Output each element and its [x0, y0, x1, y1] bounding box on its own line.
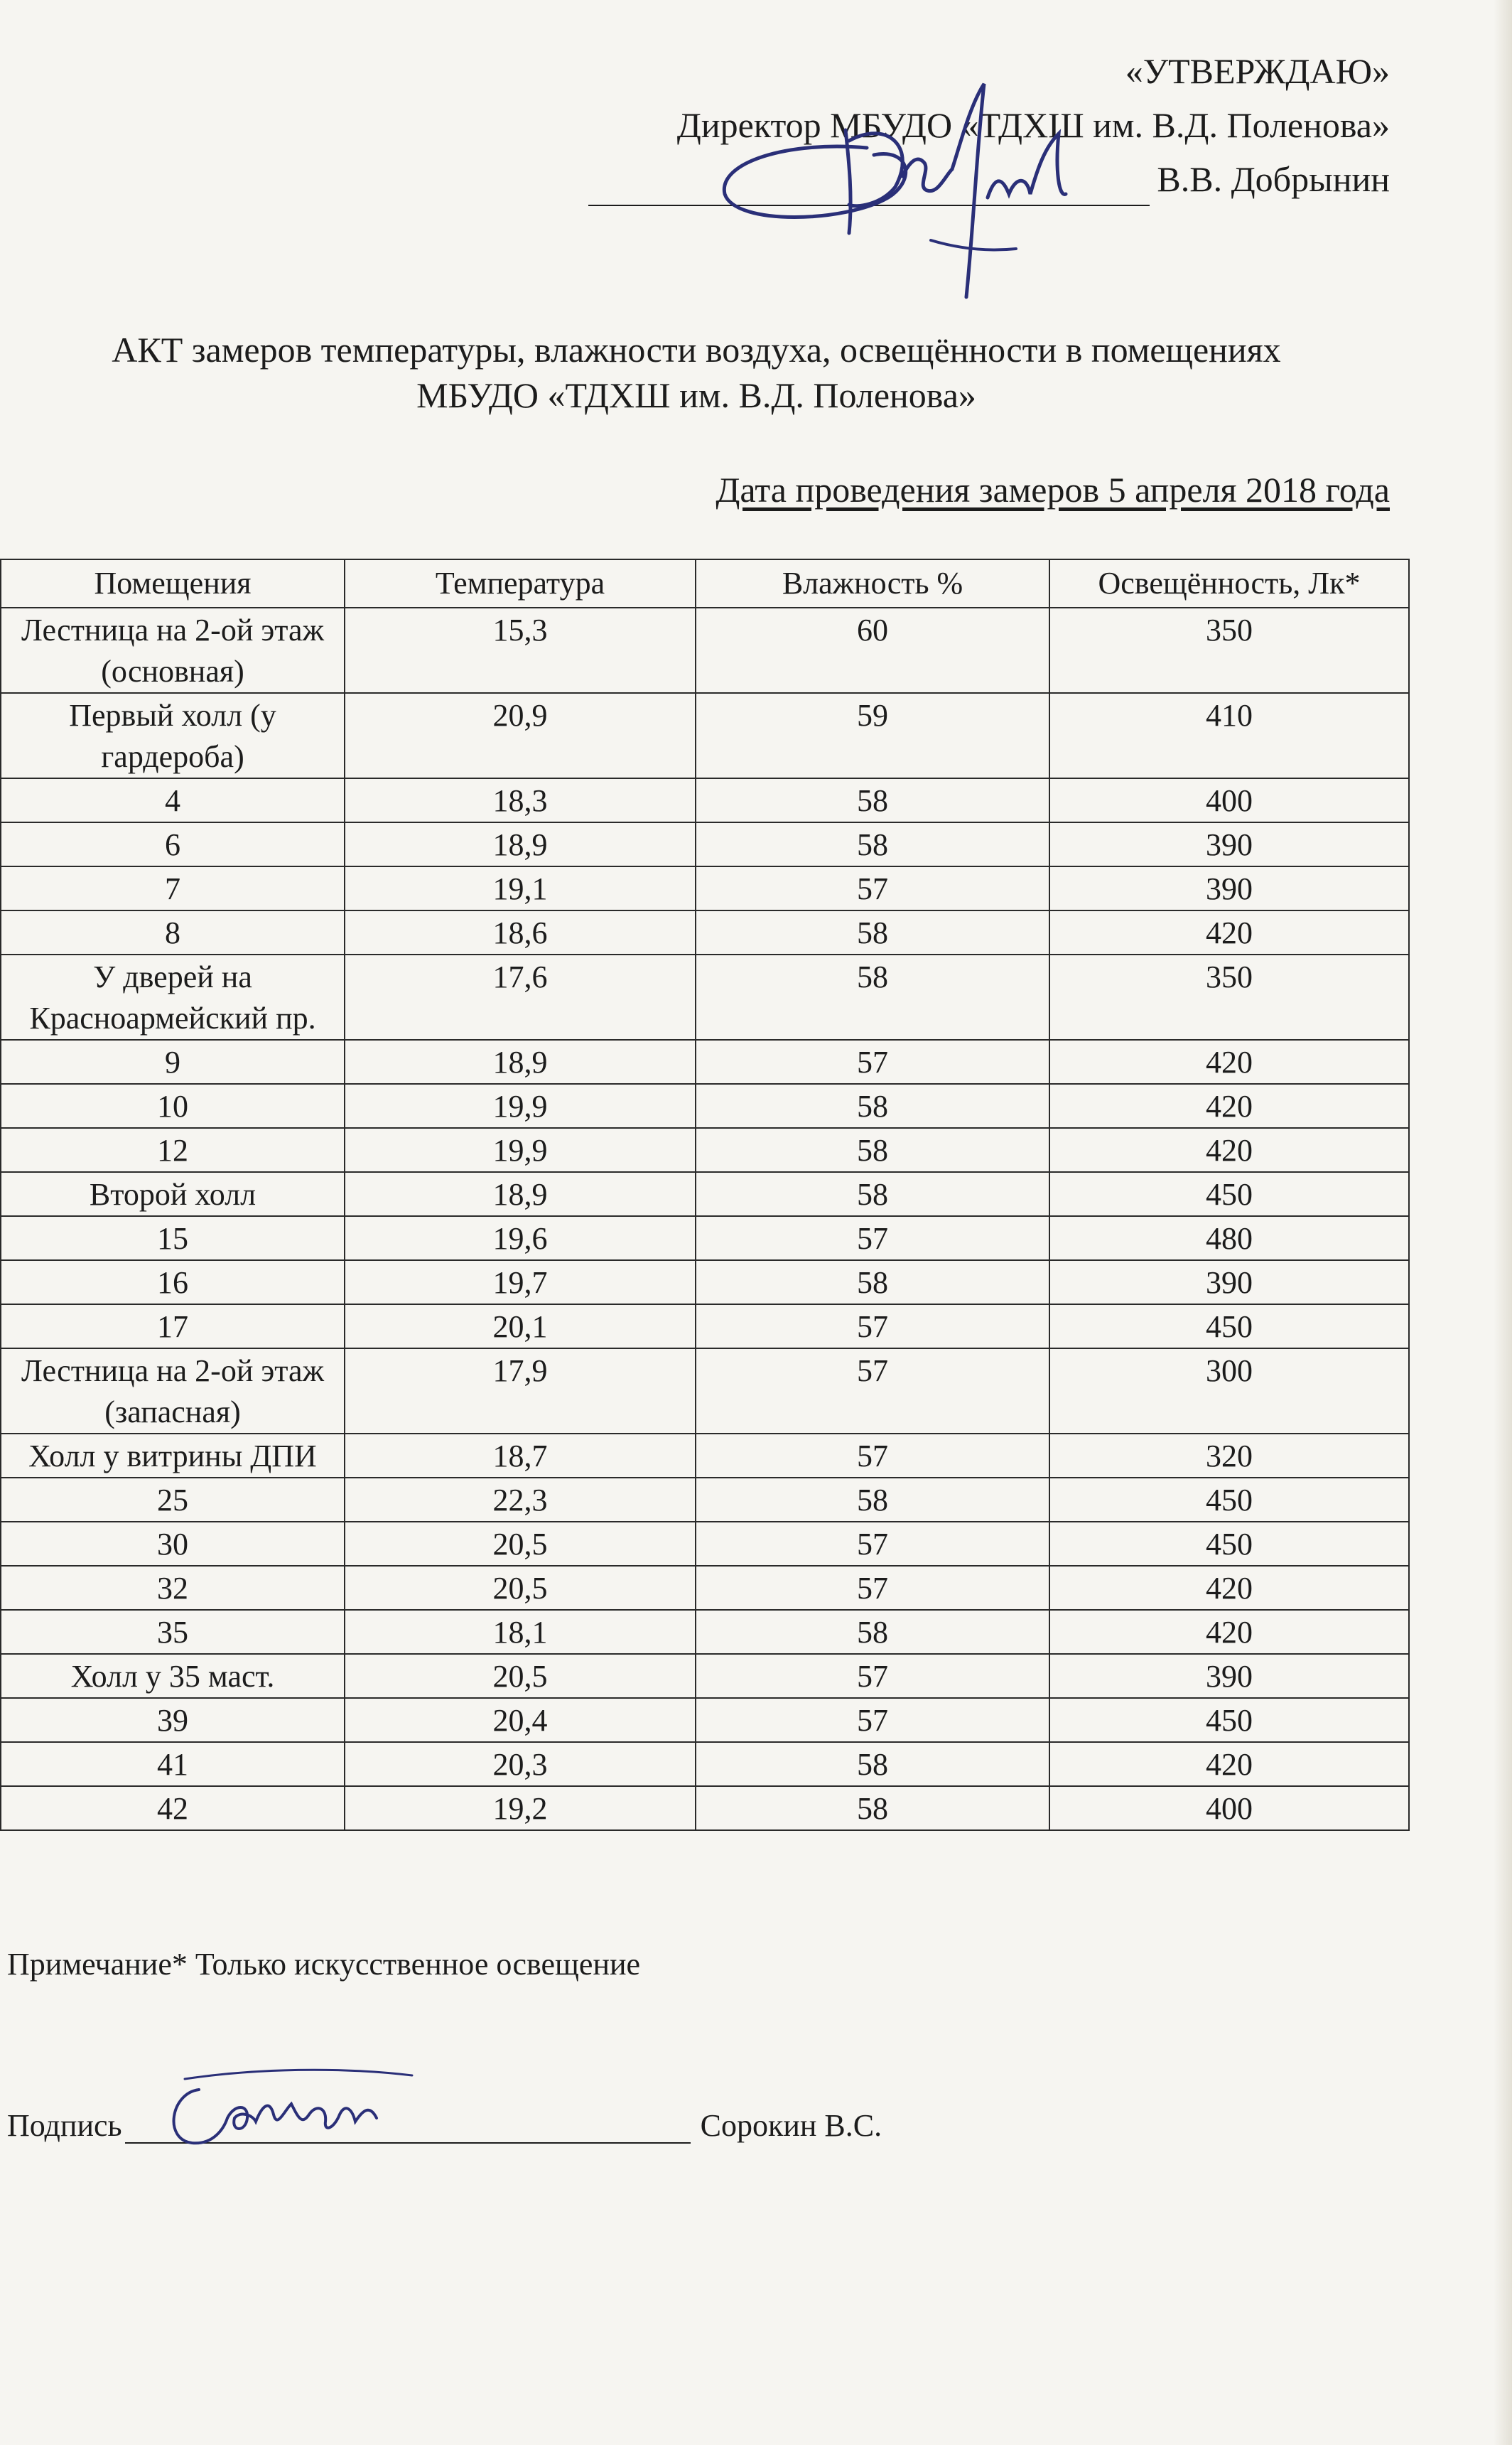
table-row — [1, 693, 1409, 778]
signer-name: Сорокин В.С. — [700, 2108, 882, 2143]
cell-temperature: 19,6 — [345, 1216, 696, 1260]
cell-illuminance: 480 — [1049, 1216, 1409, 1260]
cell-room: 17 — [1, 1304, 345, 1348]
cell-temperature: 18,9 — [345, 1172, 696, 1216]
measurements-table — [0, 559, 1410, 1831]
table-row — [1, 1434, 1409, 1478]
cell-room: 41 — [1, 1742, 345, 1786]
table-header-row — [1, 559, 1409, 608]
cell-illuminance: 410 — [1049, 693, 1409, 778]
header-rooms: Помещения — [1, 559, 345, 608]
cell-room: Холл у витрины ДПИ — [1, 1434, 345, 1478]
cell-humidity: 58 — [696, 1786, 1049, 1830]
cell-temperature: 20,1 — [345, 1304, 696, 1348]
header-humidity: Влажность % — [696, 559, 1049, 608]
director-signature — [703, 63, 1101, 311]
cell-temperature: 19,9 — [345, 1084, 696, 1128]
cell-temperature: 19,9 — [345, 1128, 696, 1172]
cell-humidity: 57 — [696, 866, 1049, 910]
cell-room: У дверей на Красноармейский пр. — [1, 955, 345, 1040]
table-row — [1, 1566, 1409, 1610]
signoff-line — [7, 2107, 882, 2144]
table-body — [1, 608, 1409, 1830]
cell-temperature: 19,2 — [345, 1786, 696, 1830]
cell-room: 9 — [1, 1040, 345, 1084]
cell-humidity: 57 — [696, 1434, 1049, 1478]
cell-room: Лестница на 2-ой этаж (запасная) — [1, 1348, 345, 1434]
cell-humidity: 57 — [696, 1698, 1049, 1742]
cell-illuminance: 300 — [1049, 1348, 1409, 1434]
cell-humidity: 58 — [696, 1742, 1049, 1786]
cell-humidity: 60 — [696, 608, 1049, 693]
cell-illuminance: 420 — [1049, 1040, 1409, 1084]
cell-temperature: 20,5 — [345, 1654, 696, 1698]
signature-label: Подпись — [7, 2108, 122, 2143]
cell-room: 32 — [1, 1566, 345, 1610]
cell-room: Первый холл (у гардероба) — [1, 693, 345, 778]
cell-room: 25 — [1, 1478, 345, 1522]
cell-illuminance: 450 — [1049, 1478, 1409, 1522]
cell-humidity: 58 — [696, 822, 1049, 866]
cell-humidity: 58 — [696, 1478, 1049, 1522]
cell-illuminance: 420 — [1049, 1610, 1409, 1654]
title-line-1: АКТ замеров температуры, влажности воздуха, освещённости в помещениях — [112, 330, 1281, 370]
footnote: Примечание* Только искусственное освещение — [7, 1947, 641, 1982]
table-row — [1, 1478, 1409, 1522]
cell-room: 16 — [1, 1260, 345, 1304]
table-row — [1, 1216, 1409, 1260]
table-row — [1, 866, 1409, 910]
cell-room: 7 — [1, 866, 345, 910]
cell-temperature: 18,9 — [345, 1040, 696, 1084]
cell-illuminance: 350 — [1049, 955, 1409, 1040]
table-row — [1, 1348, 1409, 1434]
cell-temperature: 20,5 — [345, 1566, 696, 1610]
table-row — [1, 1084, 1409, 1128]
cell-temperature: 19,7 — [345, 1260, 696, 1304]
table-row — [1, 955, 1409, 1040]
cell-room: 6 — [1, 822, 345, 866]
cell-room: 10 — [1, 1084, 345, 1128]
table-row — [1, 1786, 1409, 1830]
table-row — [1, 1742, 1409, 1786]
cell-humidity: 58 — [696, 778, 1049, 822]
table-row — [1, 910, 1409, 955]
cell-humidity: 58 — [696, 1260, 1049, 1304]
cell-room: 42 — [1, 1786, 345, 1830]
cell-illuminance: 400 — [1049, 778, 1409, 822]
cell-room: 30 — [1, 1522, 345, 1566]
cell-illuminance: 450 — [1049, 1304, 1409, 1348]
cell-room: 15 — [1, 1216, 345, 1260]
cell-room: 39 — [1, 1698, 345, 1742]
cell-temperature: 18,3 — [345, 778, 696, 822]
cell-humidity: 58 — [696, 1128, 1049, 1172]
table-row — [1, 1260, 1409, 1304]
cell-room: Лестница на 2-ой этаж (основная) — [1, 608, 345, 693]
cell-humidity: 57 — [696, 1654, 1049, 1698]
cell-room: Холл у 35 маст. — [1, 1654, 345, 1698]
table-row — [1, 1522, 1409, 1566]
table-row — [1, 778, 1409, 822]
cell-illuminance: 450 — [1049, 1698, 1409, 1742]
cell-humidity: 57 — [696, 1040, 1049, 1084]
header-temperature: Температура — [345, 559, 696, 608]
cell-illuminance: 390 — [1049, 866, 1409, 910]
title-line-2: МБУДО «ТДХШ им. В.Д. Поленова» — [416, 375, 976, 415]
cell-temperature: 18,9 — [345, 822, 696, 866]
signer-signature — [156, 2061, 426, 2168]
cell-temperature: 18,1 — [345, 1610, 696, 1654]
cell-humidity: 58 — [696, 955, 1049, 1040]
table-row — [1, 608, 1409, 693]
cell-illuminance: 420 — [1049, 910, 1409, 955]
approval-stamp: «УТВЕРЖДАЮ» — [1125, 51, 1390, 91]
table-row — [1, 1698, 1409, 1742]
cell-humidity: 57 — [696, 1348, 1049, 1434]
cell-humidity: 58 — [696, 910, 1049, 955]
measurement-date: Дата проведения замеров 5 апреля 2018 года — [716, 470, 1390, 510]
cell-illuminance: 390 — [1049, 1260, 1409, 1304]
cell-illuminance: 350 — [1049, 608, 1409, 693]
cell-illuminance: 450 — [1049, 1172, 1409, 1216]
cell-illuminance: 420 — [1049, 1084, 1409, 1128]
cell-room: 12 — [1, 1128, 345, 1172]
cell-humidity: 57 — [696, 1566, 1049, 1610]
cell-temperature: 22,3 — [345, 1478, 696, 1522]
cell-humidity: 58 — [696, 1172, 1049, 1216]
table-row — [1, 1040, 1409, 1084]
cell-illuminance: 390 — [1049, 822, 1409, 866]
table-row — [1, 1128, 1409, 1172]
cell-temperature: 17,9 — [345, 1348, 696, 1434]
approval-name: В.В. Добрынин — [1157, 159, 1390, 199]
scan-edge — [1494, 0, 1512, 2445]
cell-humidity: 58 — [696, 1610, 1049, 1654]
table-row — [1, 1172, 1409, 1216]
cell-illuminance: 320 — [1049, 1434, 1409, 1478]
cell-humidity: 59 — [696, 693, 1049, 778]
approval-position: Директор МБУДО «ТДХШ им. В.Д. Поленова» — [676, 105, 1390, 145]
cell-illuminance: 420 — [1049, 1742, 1409, 1786]
table-row — [1, 1610, 1409, 1654]
cell-temperature: 20,4 — [345, 1698, 696, 1742]
table-row — [1, 822, 1409, 866]
cell-humidity: 57 — [696, 1216, 1049, 1260]
cell-humidity: 57 — [696, 1522, 1049, 1566]
document-title — [0, 327, 1393, 418]
cell-illuminance: 420 — [1049, 1128, 1409, 1172]
cell-illuminance: 400 — [1049, 1786, 1409, 1830]
cell-temperature: 19,1 — [345, 866, 696, 910]
cell-temperature: 18,7 — [345, 1434, 696, 1478]
cell-humidity: 57 — [696, 1304, 1049, 1348]
table-row — [1, 1304, 1409, 1348]
cell-temperature: 17,6 — [345, 955, 696, 1040]
cell-illuminance: 420 — [1049, 1566, 1409, 1610]
cell-illuminance: 390 — [1049, 1654, 1409, 1698]
header-illuminance: Освещённость, Лк* — [1049, 559, 1409, 608]
cell-temperature: 20,9 — [345, 693, 696, 778]
cell-temperature: 18,6 — [345, 910, 696, 955]
cell-temperature: 20,5 — [345, 1522, 696, 1566]
cell-room: 4 — [1, 778, 345, 822]
cell-temperature: 15,3 — [345, 608, 696, 693]
table-row — [1, 1654, 1409, 1698]
cell-room: Второй холл — [1, 1172, 345, 1216]
cell-temperature: 20,3 — [345, 1742, 696, 1786]
cell-humidity: 58 — [696, 1084, 1049, 1128]
cell-illuminance: 450 — [1049, 1522, 1409, 1566]
cell-room: 8 — [1, 910, 345, 955]
cell-room: 35 — [1, 1610, 345, 1654]
